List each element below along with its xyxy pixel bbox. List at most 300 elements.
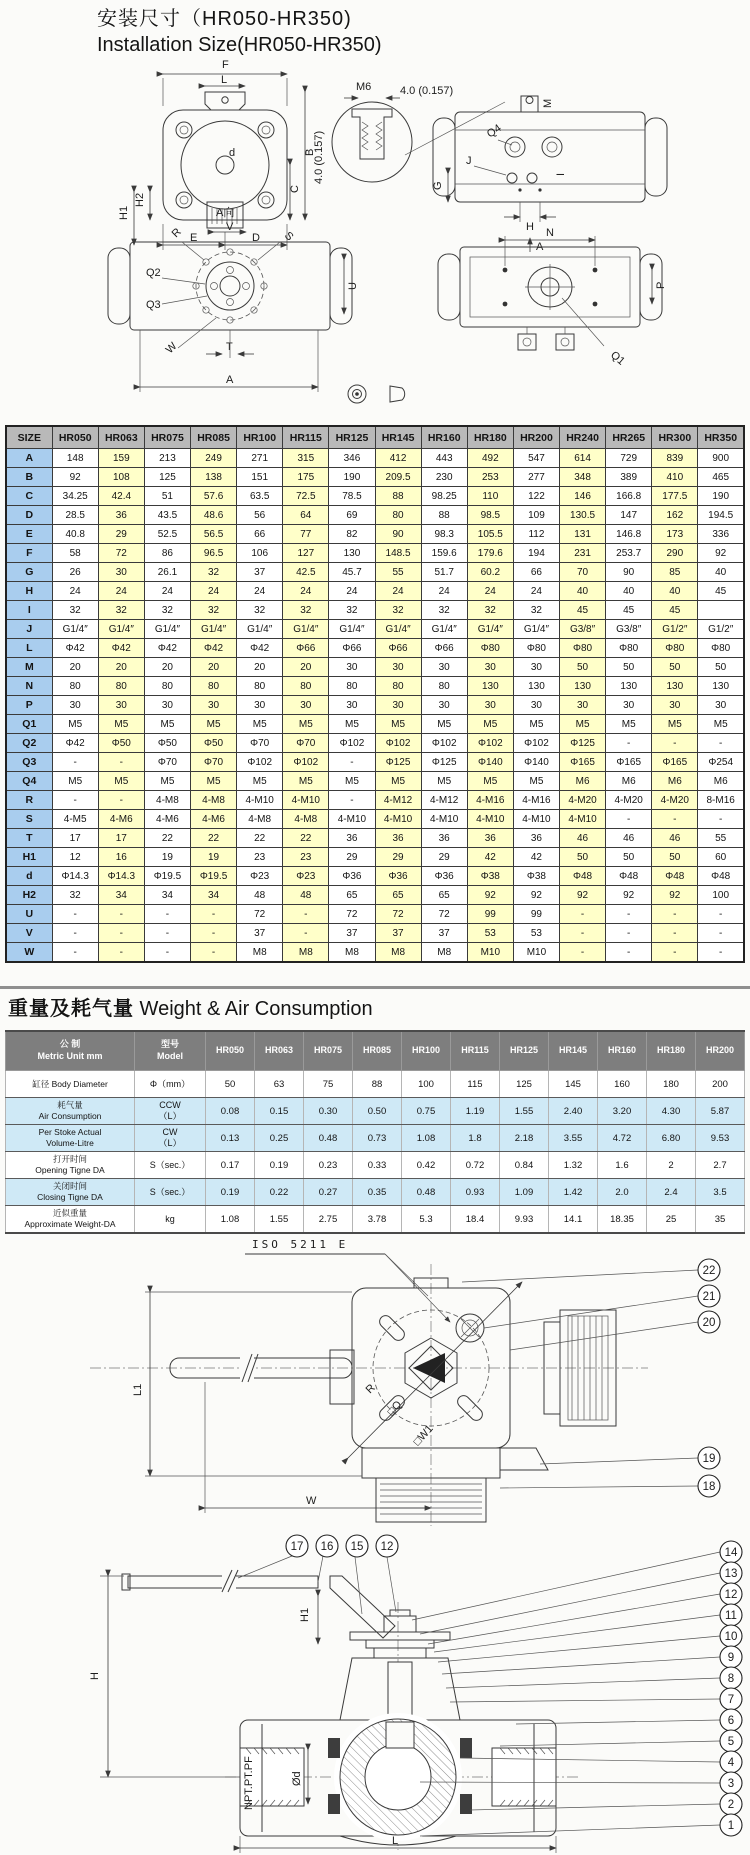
size-cell: 63.5: [237, 487, 283, 506]
size-row-label: H: [6, 582, 52, 601]
size-cell: 4-M8: [144, 791, 190, 810]
weight-col-header: HR160: [598, 1031, 647, 1071]
size-cell: 37: [421, 924, 467, 943]
size-cell: 96.5: [191, 544, 237, 563]
size-cell: -: [652, 810, 698, 829]
size-row-label: H1: [6, 848, 52, 867]
size-cell: 50: [560, 848, 606, 867]
weight-col-header: HR145: [549, 1031, 598, 1071]
size-cell: 51.7: [421, 563, 467, 582]
size-row: [6, 544, 744, 563]
size-row: [6, 506, 744, 525]
cs-stem-assembly: [340, 1610, 460, 1722]
dim-label-f: F: [222, 59, 229, 71]
size-col-header: HR125: [329, 426, 375, 449]
size-cell: Φ42: [52, 734, 98, 753]
dim-label-t: T: [226, 341, 233, 353]
weight-cell: 1.32: [549, 1152, 598, 1179]
size-cell: 16: [98, 848, 144, 867]
weight-cell: 3.55: [549, 1125, 598, 1152]
size-cell: 46: [560, 829, 606, 848]
size-cell: Φ48: [652, 867, 698, 886]
size-cell: 42.5: [283, 563, 329, 582]
size-cell: 159.6: [421, 544, 467, 563]
size-cell: Φ48: [560, 867, 606, 886]
callout-7: [450, 1688, 742, 1710]
size-cell: Φ48: [606, 867, 652, 886]
size-cell: 253: [467, 468, 513, 487]
size-cell: 32: [98, 601, 144, 620]
size-row-label: B: [6, 468, 52, 487]
size-cell: 209.5: [375, 468, 421, 487]
size-cell: 4-M16: [513, 791, 559, 810]
weight-cell: 1.08: [402, 1125, 451, 1152]
weight-row: [6, 1206, 745, 1234]
size-row-label: W: [6, 943, 52, 963]
callout-16: [316, 1535, 338, 1582]
size-row-label: P: [6, 696, 52, 715]
size-row-label: D: [6, 506, 52, 525]
size-col-header: HR115: [283, 426, 329, 449]
dim-label-q1: Q1: [608, 349, 628, 368]
size-cell: G1/4″: [329, 620, 375, 639]
size-row-label: L: [6, 639, 52, 658]
size-cell: 36: [421, 829, 467, 848]
size-cell: 19: [191, 848, 237, 867]
size-cell: 22: [144, 829, 190, 848]
weight-cell: 3.5: [696, 1179, 745, 1206]
size-cell: Φ50: [191, 734, 237, 753]
size-cell: 127: [283, 544, 329, 563]
size-cell: 492: [467, 449, 513, 468]
size-cell: Φ102: [467, 734, 513, 753]
size-cell: 24: [467, 582, 513, 601]
callout-11: [434, 1604, 742, 1652]
size-cell: 80: [98, 677, 144, 696]
size-cell: Φ165: [560, 753, 606, 772]
size-cell: G1/4″: [375, 620, 421, 639]
size-cell: 336: [698, 525, 744, 544]
size-row-label: G: [6, 563, 52, 582]
size-cell: 4-M8: [191, 791, 237, 810]
dim-label-r: R: [169, 226, 184, 241]
size-cell: 30: [237, 696, 283, 715]
weight-cell: 0.42: [402, 1152, 451, 1179]
size-cell: G1/4″: [283, 620, 329, 639]
size-cell: -: [191, 943, 237, 963]
weight-cell: 0.19: [255, 1152, 304, 1179]
size-cell: 315: [283, 449, 329, 468]
size-row: [6, 487, 744, 506]
size-cell: M5: [652, 715, 698, 734]
weight-cell: 3.78: [353, 1206, 402, 1234]
size-cell: Φ80: [698, 639, 744, 658]
size-cell: 36: [375, 829, 421, 848]
size-cell: 162: [652, 506, 698, 525]
size-cell: 194.5: [698, 506, 744, 525]
size-cell: Φ102: [421, 734, 467, 753]
size-cell: 24: [98, 582, 144, 601]
weight-cell: 1.55: [500, 1098, 549, 1125]
size-cell: 80: [52, 677, 98, 696]
size-cell: 30: [98, 563, 144, 582]
size-cell: 88: [421, 506, 467, 525]
size-cell: 69: [329, 506, 375, 525]
size-cell: Φ125: [375, 753, 421, 772]
size-cell: 17: [52, 829, 98, 848]
size-cell: 547: [513, 449, 559, 468]
svg-text:20: 20: [702, 1317, 716, 1329]
size-col-header: HR240: [560, 426, 606, 449]
size-row: [6, 677, 744, 696]
size-cell: Φ102: [375, 734, 421, 753]
size-row: [6, 658, 744, 677]
size-cell: 90: [375, 525, 421, 544]
size-cell: 99: [467, 905, 513, 924]
size-cell: -: [191, 924, 237, 943]
size-cell: Φ38: [467, 867, 513, 886]
size-cell: -: [98, 791, 144, 810]
size-cell: 40: [560, 582, 606, 601]
size-cell: G1/2″: [698, 620, 744, 639]
size-cell: 29: [421, 848, 467, 867]
size-cell: 105.5: [467, 525, 513, 544]
size-cell: 159: [98, 449, 144, 468]
size-col-header: HR050: [52, 426, 98, 449]
weight-row-label: 打开时间 Opening Tigne DA: [6, 1152, 135, 1179]
size-row-label: Q4: [6, 772, 52, 791]
weight-cell: 88: [353, 1071, 402, 1098]
size-cell: 56: [237, 506, 283, 525]
size-cell: 125: [144, 468, 190, 487]
weight-row-label: 关闭时间 Closing Tigne DA: [6, 1179, 135, 1206]
size-cell: 65: [421, 886, 467, 905]
size-cell: 4-M10: [421, 810, 467, 829]
size-col-header: HR145: [375, 426, 421, 449]
weight-cell: 1.08: [206, 1206, 255, 1234]
dim-label-a: A: [226, 374, 234, 386]
size-cell: Φ66: [375, 639, 421, 658]
size-cell: 4-M10: [283, 791, 329, 810]
size-row-label: U: [6, 905, 52, 924]
cs-label-bore: Ød: [291, 1771, 303, 1786]
iso-bottom-body: [362, 1448, 548, 1522]
size-cell: 4-M6: [98, 810, 144, 829]
size-cell: 72.5: [283, 487, 329, 506]
size-cell: 4-M20: [652, 791, 698, 810]
size-cell: 389: [606, 468, 652, 487]
dim-label-j: J: [466, 155, 472, 167]
size-cell: Φ70: [191, 753, 237, 772]
callout-19: [540, 1447, 720, 1469]
svg-text:12: 12: [724, 1589, 738, 1601]
size-cell: Φ14.3: [98, 867, 144, 886]
dim-label-q2: Q2: [146, 267, 161, 279]
size-cell: G3/8″: [606, 620, 652, 639]
size-cell: -: [283, 905, 329, 924]
size-cell: -: [329, 753, 375, 772]
size-cell: M5: [467, 772, 513, 791]
callout-9: [442, 1646, 742, 1674]
size-cell: M5: [375, 772, 421, 791]
size-cell: 4-M10: [329, 810, 375, 829]
size-cell: 90: [606, 563, 652, 582]
svg-text:12: 12: [380, 1541, 394, 1553]
weight-section-title-zh: 重量及耗气量: [8, 998, 134, 1020]
size-cell: 130: [606, 677, 652, 696]
size-cell: -: [560, 905, 606, 924]
size-cell: 12: [52, 848, 98, 867]
svg-text:19: 19: [702, 1453, 716, 1465]
size-cell: 110: [467, 487, 513, 506]
size-cell: 65: [375, 886, 421, 905]
size-cell: 26: [52, 563, 98, 582]
size-cell: 4-M6: [191, 810, 237, 829]
size-col-header: SIZE: [6, 426, 52, 449]
size-cell: Φ165: [606, 753, 652, 772]
weight-row-unit: kg: [135, 1206, 206, 1234]
size-cell: 22: [191, 829, 237, 848]
size-cell: Φ125: [421, 753, 467, 772]
size-cell: 92: [606, 886, 652, 905]
size-cell: 231: [560, 544, 606, 563]
weight-cell: 0.30: [304, 1098, 353, 1125]
size-cell: Φ66: [421, 639, 467, 658]
weight-cell: 1.09: [500, 1179, 549, 1206]
size-cell: 146.8: [606, 525, 652, 544]
size-table: [5, 425, 745, 963]
dim-label-m: M: [542, 98, 554, 108]
size-cell: 194: [513, 544, 559, 563]
size-row: [6, 715, 744, 734]
size-cell: 42.4: [98, 487, 144, 506]
size-cell: 80: [144, 677, 190, 696]
size-cell: 4-M10: [375, 810, 421, 829]
size-cell: 131: [560, 525, 606, 544]
size-cell: 20: [98, 658, 144, 677]
size-cell: 42: [513, 848, 559, 867]
weight-row-label: 耗气量 Air Consumption: [6, 1098, 135, 1125]
page-title-zh: 安装尺寸（HR050-HR350): [97, 8, 352, 30]
dim-label-h: H: [526, 221, 534, 233]
iso-dim-l1: L1: [132, 1383, 144, 1396]
size-cell: 346: [329, 449, 375, 468]
size-cell: 23: [237, 848, 283, 867]
weight-cell: 2.4: [647, 1179, 696, 1206]
svg-text:6: 6: [727, 1715, 735, 1727]
weight-cell: 1.19: [451, 1098, 500, 1125]
size-cell: M5: [144, 715, 190, 734]
size-cell: 32: [329, 601, 375, 620]
size-cell: M5: [191, 772, 237, 791]
weight-row-label: 缸径 Body Diameter: [6, 1071, 135, 1098]
svg-text:17: 17: [290, 1541, 304, 1553]
size-cell: 53: [513, 924, 559, 943]
size-cell: 147: [606, 506, 652, 525]
size-cell: -: [52, 791, 98, 810]
size-cell: 130: [329, 544, 375, 563]
size-cell: Φ80: [513, 639, 559, 658]
size-cell: 20: [144, 658, 190, 677]
size-cell: 30: [98, 696, 144, 715]
svg-text:4: 4: [727, 1757, 735, 1769]
size-cell: 179.6: [467, 544, 513, 563]
size-cell: 80: [329, 677, 375, 696]
size-cell: 146: [560, 487, 606, 506]
size-row-label: Q3: [6, 753, 52, 772]
size-cell: 60.2: [467, 563, 513, 582]
front-view: [118, 59, 316, 250]
size-row: [6, 582, 744, 601]
svg-text:5: 5: [727, 1736, 735, 1748]
size-cell: 122: [513, 487, 559, 506]
size-row: [6, 525, 744, 544]
weight-table: [5, 1030, 745, 1234]
dim-label-u: U: [347, 282, 359, 290]
detail-label-m6: M6: [356, 81, 372, 93]
size-cell: G1/4″: [513, 620, 559, 639]
size-cell: 66: [237, 525, 283, 544]
size-cell: M5: [52, 772, 98, 791]
size-row-label: d: [6, 867, 52, 886]
size-cell: Φ80: [560, 639, 606, 658]
size-cell: 98.5: [467, 506, 513, 525]
size-cell: 50: [698, 658, 744, 677]
size-cell: M6: [560, 772, 606, 791]
weight-cell: 50: [206, 1071, 255, 1098]
iso-label-w1: □W1: [411, 1422, 436, 1449]
size-cell: -: [698, 905, 744, 924]
weight-cell: 160: [598, 1071, 647, 1098]
weight-cell: 75: [304, 1071, 353, 1098]
size-cell: 130: [560, 677, 606, 696]
size-row: [6, 848, 744, 867]
size-cell: Φ254: [698, 753, 744, 772]
size-row-label: F: [6, 544, 52, 563]
size-cell: 24: [329, 582, 375, 601]
size-cell: M8: [421, 943, 467, 963]
size-cell: -: [698, 734, 744, 753]
callout-15: [346, 1535, 368, 1614]
size-cell: 23: [283, 848, 329, 867]
weight-cell: 125: [500, 1071, 549, 1098]
svg-text:13: 13: [724, 1568, 738, 1580]
weight-cell: 2.75: [304, 1206, 353, 1234]
size-cell: 4-M20: [560, 791, 606, 810]
size-cell: Φ125: [560, 734, 606, 753]
weight-cell: 18.35: [598, 1206, 647, 1234]
size-col-header: HR200: [513, 426, 559, 449]
size-cell: 30: [513, 658, 559, 677]
weight-cell: 2.7: [696, 1152, 745, 1179]
size-cell: 50: [606, 848, 652, 867]
size-row: [6, 563, 744, 582]
weight-section-title-en: Weight & Air Consumption: [134, 998, 373, 1020]
size-cell: 24: [421, 582, 467, 601]
size-cell: 45.7: [329, 563, 375, 582]
weight-cell: 200: [696, 1071, 745, 1098]
weight-cell: 5.3: [402, 1206, 451, 1234]
weight-col-header: HR125: [500, 1031, 549, 1071]
size-cell: M5: [98, 715, 144, 734]
size-cell: 729: [606, 449, 652, 468]
size-cell: -: [652, 924, 698, 943]
dim-label-s: S: [281, 229, 296, 244]
size-cell: 65: [329, 886, 375, 905]
size-col-header: HR350: [698, 426, 744, 449]
size-cell: 30: [698, 696, 744, 715]
weight-cell: 100: [402, 1071, 451, 1098]
callout-22: [462, 1259, 720, 1282]
size-cell: 32: [191, 601, 237, 620]
size-cell: 43.5: [144, 506, 190, 525]
size-row: [6, 734, 744, 753]
weight-row-unit: S（sec.）: [135, 1152, 206, 1179]
weight-cell: 35: [696, 1206, 745, 1234]
size-cell: 34: [144, 886, 190, 905]
size-cell: 4-M12: [421, 791, 467, 810]
weight-cell: 2.18: [500, 1125, 549, 1152]
size-cell: Φ80: [652, 639, 698, 658]
weight-row: [6, 1071, 745, 1098]
size-cell: Φ70: [144, 753, 190, 772]
size-cell: 92: [698, 544, 744, 563]
weight-cell: 1.42: [549, 1179, 598, 1206]
size-cell: 22: [283, 829, 329, 848]
cs-dim-l: L: [392, 1835, 399, 1847]
weight-cell: 0.23: [304, 1152, 353, 1179]
size-cell: -: [698, 810, 744, 829]
size-cell: 50: [606, 658, 652, 677]
weight-row: [6, 1098, 745, 1125]
size-cell: -: [98, 905, 144, 924]
size-cell: 19: [144, 848, 190, 867]
size-cell: 4-M10: [467, 810, 513, 829]
size-cell: 24: [283, 582, 329, 601]
size-cell: 4-M8: [283, 810, 329, 829]
size-cell: G1/4″: [98, 620, 144, 639]
size-cell: 190: [329, 468, 375, 487]
size-cell: -: [52, 924, 98, 943]
size-cell: G1/4″: [191, 620, 237, 639]
size-row: [6, 791, 744, 810]
weight-cell: 1.55: [255, 1206, 304, 1234]
weight-cell: 18.4: [451, 1206, 500, 1234]
weight-cell: 9.93: [500, 1206, 549, 1234]
size-cell: 412: [375, 449, 421, 468]
size-row-label: N: [6, 677, 52, 696]
callout-10: [438, 1625, 742, 1662]
size-cell: M8: [283, 943, 329, 963]
size-cell: 92: [467, 886, 513, 905]
size-cell: G1/2″: [652, 620, 698, 639]
size-cell: 92: [52, 468, 98, 487]
size-cell: Φ14.3: [52, 867, 98, 886]
size-cell: 100: [698, 886, 744, 905]
size-cell: Φ140: [513, 753, 559, 772]
size-cell: 29: [329, 848, 375, 867]
size-cell: 30: [329, 658, 375, 677]
iso-dim-w: W: [306, 1495, 317, 1507]
size-cell: 30: [421, 696, 467, 715]
size-cell: M5: [421, 772, 467, 791]
size-cell: 614: [560, 449, 606, 468]
iso-valve-diagram: [0, 1230, 750, 1530]
size-cell: 51: [144, 487, 190, 506]
svg-text:10: 10: [724, 1631, 738, 1643]
size-cell: 24: [144, 582, 190, 601]
size-cell: G1/4″: [467, 620, 513, 639]
